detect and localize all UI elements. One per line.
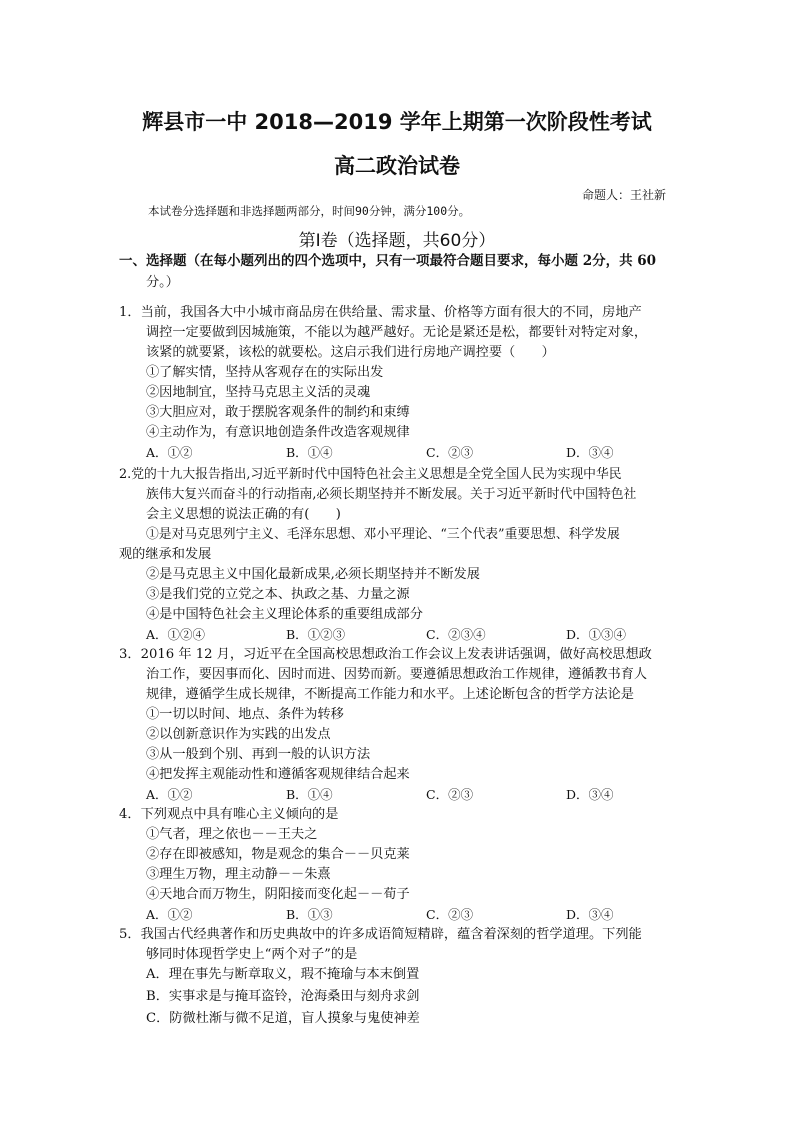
section-title: 第Ⅰ卷（选择题，共60分） [298, 231, 496, 251]
question-2-item-4: ④是中国特色社会主义理论体系的重要组成部分 [146, 607, 423, 622]
question-5-line-2: 够同时体现哲学史上“两个对子”的是 [146, 947, 358, 962]
question-4-item-4: ④天地合而万物生，阴阳接而变化起－－荀子 [146, 887, 410, 902]
question-1-option-a: A．①② [146, 445, 193, 460]
question-2-option-a: A．①②④ [146, 627, 206, 642]
question-1-option-d: D．③④ [566, 445, 614, 460]
exam-subtitle: 高二政治试卷 [334, 154, 460, 178]
question-1-option-b: B．①④ [286, 445, 333, 460]
instructions: 本试卷分选择题和非选择题两部分，时间90分钟，满分100分。 [148, 204, 471, 218]
question-4-option-b: B．①③ [286, 907, 333, 922]
question-2-item-3: ③是我们党的立党之本、执政之基、力量之源 [146, 587, 410, 602]
question-3-line-1: 3．2016 年 12 月，习近平在全国高校思想政治工作会议上发表讲话强调，做好高校思想政 [119, 647, 652, 662]
question-1-line-2: 调控一定要做到因城施策，不能以为越严越好。无论是紧还是松，都要针对特定对象， [146, 325, 648, 340]
question-4-item-2: ②存在即被感知，物是观念的集合－－贝克莱 [146, 847, 410, 862]
question-2-line-1: 2.党的十九大报告指出,习近平新时代中国特色社会主义思想是全党全国人民为实现中华民 [119, 467, 622, 482]
question-3-option-b: B．①④ [286, 787, 333, 802]
question-4-item-3: ③理生万物，理主动静－－朱熹 [146, 867, 331, 882]
question-3-option-c: C．②③ [426, 787, 474, 802]
question-5-option-c: C．防微杜渐与微不足道，盲人摸象与鬼使神差 [146, 1011, 420, 1026]
part-heading-cont: 分。） [146, 275, 179, 290]
question-1-item-1: ①了解实情，坚持从客观存在的实际出发 [146, 365, 384, 380]
question-4-line-1: 4．下列观点中具有唯心主义倾向的是 [119, 807, 339, 822]
question-2-option-c: C．②③④ [426, 627, 486, 642]
question-2-item-2: ②是马克思主义中国化最新成果,必须长期坚持并不断发展 [146, 567, 480, 582]
question-3-line-2: 治工作，要因事而化、因时而进、因势而新。要遵循思想政治工作规律，遵循教书育人 [146, 667, 648, 682]
question-3-line-3: 规律，遵循学生成长规律，不断提高工作能力和水平。上述论断包含的哲学方法论是 [146, 687, 634, 702]
question-2-item-1: ①是对马克思列宁主义、毛泽东思想、邓小平理论、“三个代表”重要思想、科学发展 [146, 527, 620, 542]
question-2-item-1-cont: 观的继承和发展 [119, 547, 212, 562]
question-5-option-a: A．理在事先与断章取义，瑕不掩瑜与本末倒置 [146, 967, 420, 982]
question-3-item-2: ②以创新意识作为实践的出发点 [146, 727, 331, 742]
question-4-option-a: A．①② [146, 907, 193, 922]
question-1-line-3: 该紧的就要紧，该松的就要松。这启示我们进行房地产调控要（ ） [146, 345, 555, 360]
question-1-item-4: ④主动作为，有意识地创造条件改造客观规律 [146, 425, 410, 440]
question-3-item-1: ①一切以时间、地点、条件为转移 [146, 707, 344, 722]
question-1-item-2: ②因地制宜，坚持马克思主义活的灵魂 [146, 385, 371, 400]
question-3-item-3: ③从一般到个别、再到一般的认识方法 [146, 747, 371, 762]
question-3-option-a: A．①② [146, 787, 193, 802]
author-line: 命题人：王社新 [581, 188, 666, 202]
question-1-item-3: ③大胆应对，敢于摆脱客观条件的制约和束缚 [146, 405, 410, 420]
question-2-option-b: B．①②③ [286, 627, 346, 642]
question-3-item-4: ④把发挥主观能动性和遵循客观规律结合起来 [146, 767, 410, 782]
question-4-option-c: C．②③ [426, 907, 474, 922]
question-2-option-d: D．①③④ [566, 627, 627, 642]
question-4-option-d: D．③④ [566, 907, 614, 922]
question-5-line-1: 5．我国古代经典著作和历史典故中的许多成语简短精辟，蕴含着深刻的哲学道理。下列能 [119, 927, 642, 942]
question-2-line-2: 族伟大复兴而奋斗的行动指南,必须长期坚持并不断发展。关于习近平新时代中国特色社 [146, 487, 637, 502]
part-heading: 一、选择题（在每小题列出的四个选项中，只有一项最符合题目要求，每小题 2分，共 60 [119, 253, 657, 269]
question-4-item-1: ①气者，理之依也－－王夫之 [146, 827, 318, 842]
question-2-line-3: 会主义思想的说法正确的有( ) [146, 507, 341, 522]
question-1-option-c: C．②③ [426, 445, 474, 460]
question-3-option-d: D．③④ [566, 787, 614, 802]
question-5-option-b: B．实事求是与掩耳盗铃，沧海桑田与刻舟求剑 [146, 989, 420, 1004]
exam-title: 辉县市一中 2018—2019 学年上期第一次阶段性考试 [142, 110, 652, 134]
question-1-line-1: 1．当前，我国各大中小城市商品房在供给量、需求量、价格等方面有很大的不同，房地产 [119, 305, 642, 320]
